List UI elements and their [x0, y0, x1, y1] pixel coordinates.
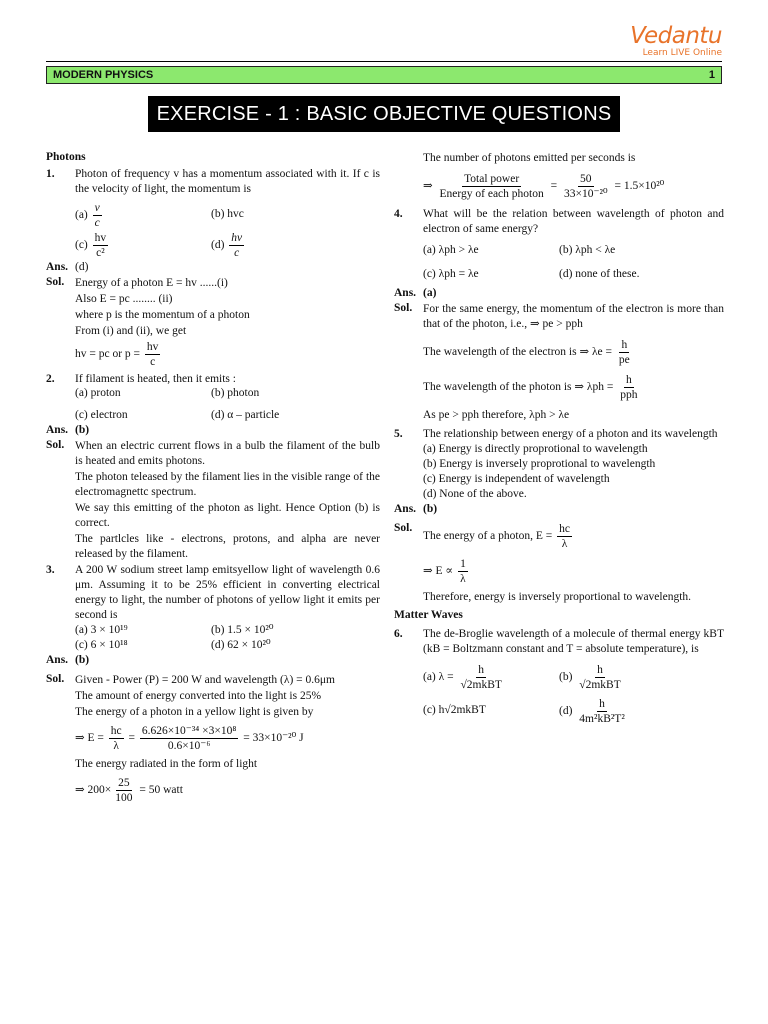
- photon-count-text: The number of photons emitted per seconds is: [423, 152, 636, 164]
- question-1: [46, 167, 380, 197]
- page-number: 1: [708, 68, 715, 81]
- solution-2: Sol. When an electric current flows in a bulb the filament of the bulb is heated and emits photons. The photon teleased by the filament lies in the visible range of the electromagnettc spectrum. We say this emitting of the photon as light. Hence Option (b) is correct. The partlcles like - electrons, protons, and alpha are never released by the filament.: [46, 439, 380, 560]
- question-6: 6. The de-Broglie wavelength of a molecule of thermal energy kBT (kB = Boltzmann constant and T = absolute temperature), is: [394, 627, 724, 655]
- question-text: Photon of frequency v has a momentum associated with it. If c is the velocity of light, the momentum is: [75, 167, 380, 195]
- header-rule: [46, 61, 722, 62]
- option-d: (d) $\frac{h}{\text{4m²kB²T²}}$: [559, 697, 625, 725]
- option-d: (d) none of these.: [559, 267, 640, 280]
- option-a: (a) λph > λe: [423, 243, 479, 256]
- chapter-title: MODERN PHYSICS: [53, 68, 154, 81]
- solution-3: Sol. Given - Power (P) = 200 W and wavelength (λ) = 0.6μm The amount of energy converted into the light is 25% The energy of a photon in a yellow light is given by ⇒ E = $\frac{hc}{\lambda}$ = $\frac{\text{6.626×10⁻³⁴ ×3×10⁸}}{\text{0.6×10⁻⁶}}$ = 33×10⁻²⁰ J The energy radiated in the form of light ⇒ 200× $\frac{25}{100}$ = 50 watt: [46, 673, 335, 805]
- left-column: [46, 150, 380, 806]
- question-number: 1.: [46, 167, 55, 180]
- logo-tagline: Learn LIVE Online: [642, 48, 722, 58]
- option-c: (c) $\frac{hv}{\text{c²}}$: [75, 231, 107, 259]
- question-2-options: [46, 386, 380, 423]
- option-c: (c) h√2mkBT: [423, 703, 486, 716]
- question-1-options: [46, 201, 380, 260]
- right-column: [394, 150, 724, 726]
- question-4: 4. What will be the relation between wavelength of photon and electron of same energy?: [394, 207, 724, 235]
- section-photons: Photons: [46, 151, 86, 163]
- option-c: (c) 6 × 10¹⁸: [75, 639, 128, 652]
- solution-5: Sol. The energy of a photon, E = $\frac{hc}{\lambda}$ ⇒ E ∝ $\frac{1}{\lambda}$ Therefore, energy is inversely proportional to wavelength.: [394, 522, 692, 604]
- option-b: (b) Energy is inversely proprotional to wavelength: [423, 458, 656, 471]
- question-5: 5. The relationship between energy of a photon and its wavelength (a) Energy is directly proprotional to wavelength (b) Energy is inversely proprotional to wavelength (c) Energy is independent of wavelength (d) None of the above.: [394, 427, 724, 502]
- question-2: 2. If filament is heated, then it emits :: [46, 372, 236, 385]
- answer-2: Ans. (b): [46, 424, 90, 437]
- option-d: (d) 62 × 10²⁰: [211, 639, 271, 652]
- chapter-bar: [46, 66, 722, 84]
- option-c: (c) electron: [75, 409, 128, 422]
- question-6-options: [394, 663, 724, 726]
- option-d: (d) None of the above.: [423, 488, 527, 501]
- vedantu-logo: [630, 24, 722, 58]
- question-3: 3. A 200 W sodium street lamp emitsyellow light of wavelength 0.6 μm. Assuming it to be 25% efficient in converting electrical energy to light, the number of photons of yellow light it emits per second is: [46, 563, 380, 621]
- option-d: (d) $\frac{hv}{c}$: [211, 231, 243, 259]
- solution-4: Sol. For the same energy, the momentum of the electron is more than that of the photon, i.e., ⇒ pe > pph The wavelength of the electron is ⇒ λe = $\frac{h}{pe}$ The wavelength of the photon is ⇒ λph = $\frac{h}{\text{pph}}$ As pe > pph therefore, λph > λe: [394, 301, 724, 421]
- option-c: (c) Energy is independent of wavelength: [423, 473, 610, 486]
- option-a: (a) λ = $\frac{h}{\text{√2mkBT}}$: [423, 663, 502, 691]
- answer-5: Ans. (b): [394, 503, 438, 516]
- logo-word: Vedantu: [630, 23, 722, 49]
- photon-count-equation: ⇒ $\frac{\text{Total power}}{\text{Energy of each photon}}$ = $\frac{50}{\text{33×10⁻²⁰}}$ = 1.5×10²⁰: [423, 172, 665, 200]
- answer-1: Ans. (d): [46, 260, 89, 273]
- option-b: (b) photon: [211, 387, 260, 400]
- option-c: (c) λph = λe: [423, 267, 479, 280]
- option-a: (a) 3 × 10¹⁹: [75, 623, 128, 636]
- answer-4: Ans. (a): [394, 286, 437, 299]
- section-matter-waves: Matter Waves: [394, 609, 463, 621]
- option-b: (b) $\frac{h}{\text{√2mkBT}}$: [559, 663, 621, 691]
- question-4-options: [394, 243, 724, 282]
- option-a: (a) $\frac{v}{c}$: [75, 201, 100, 229]
- answer-3: Ans. (b): [46, 654, 90, 667]
- option-a: (a) proton: [75, 387, 121, 400]
- option-b: (b) λph < λe: [559, 243, 616, 256]
- option-d: (d) α – particle: [211, 409, 280, 422]
- option-b: (b) hvc: [211, 207, 244, 220]
- question-3-options: [46, 623, 380, 654]
- option-a: (a) Energy is directly proprotional to wavelength: [423, 443, 648, 456]
- option-b: (b) 1.5 × 10²⁰: [211, 623, 274, 636]
- exercise-title: EXERCISE - 1 : BASIC OBJECTIVE QUESTIONS: [148, 96, 620, 132]
- solution-1: Sol. Energy of a photon E = hv ......(i) Also E = pc ........ (ii) where p is the momentum of a photon From (i) and (ii), we get hv = pc or p = $\frac{hv}{c}$: [46, 275, 250, 368]
